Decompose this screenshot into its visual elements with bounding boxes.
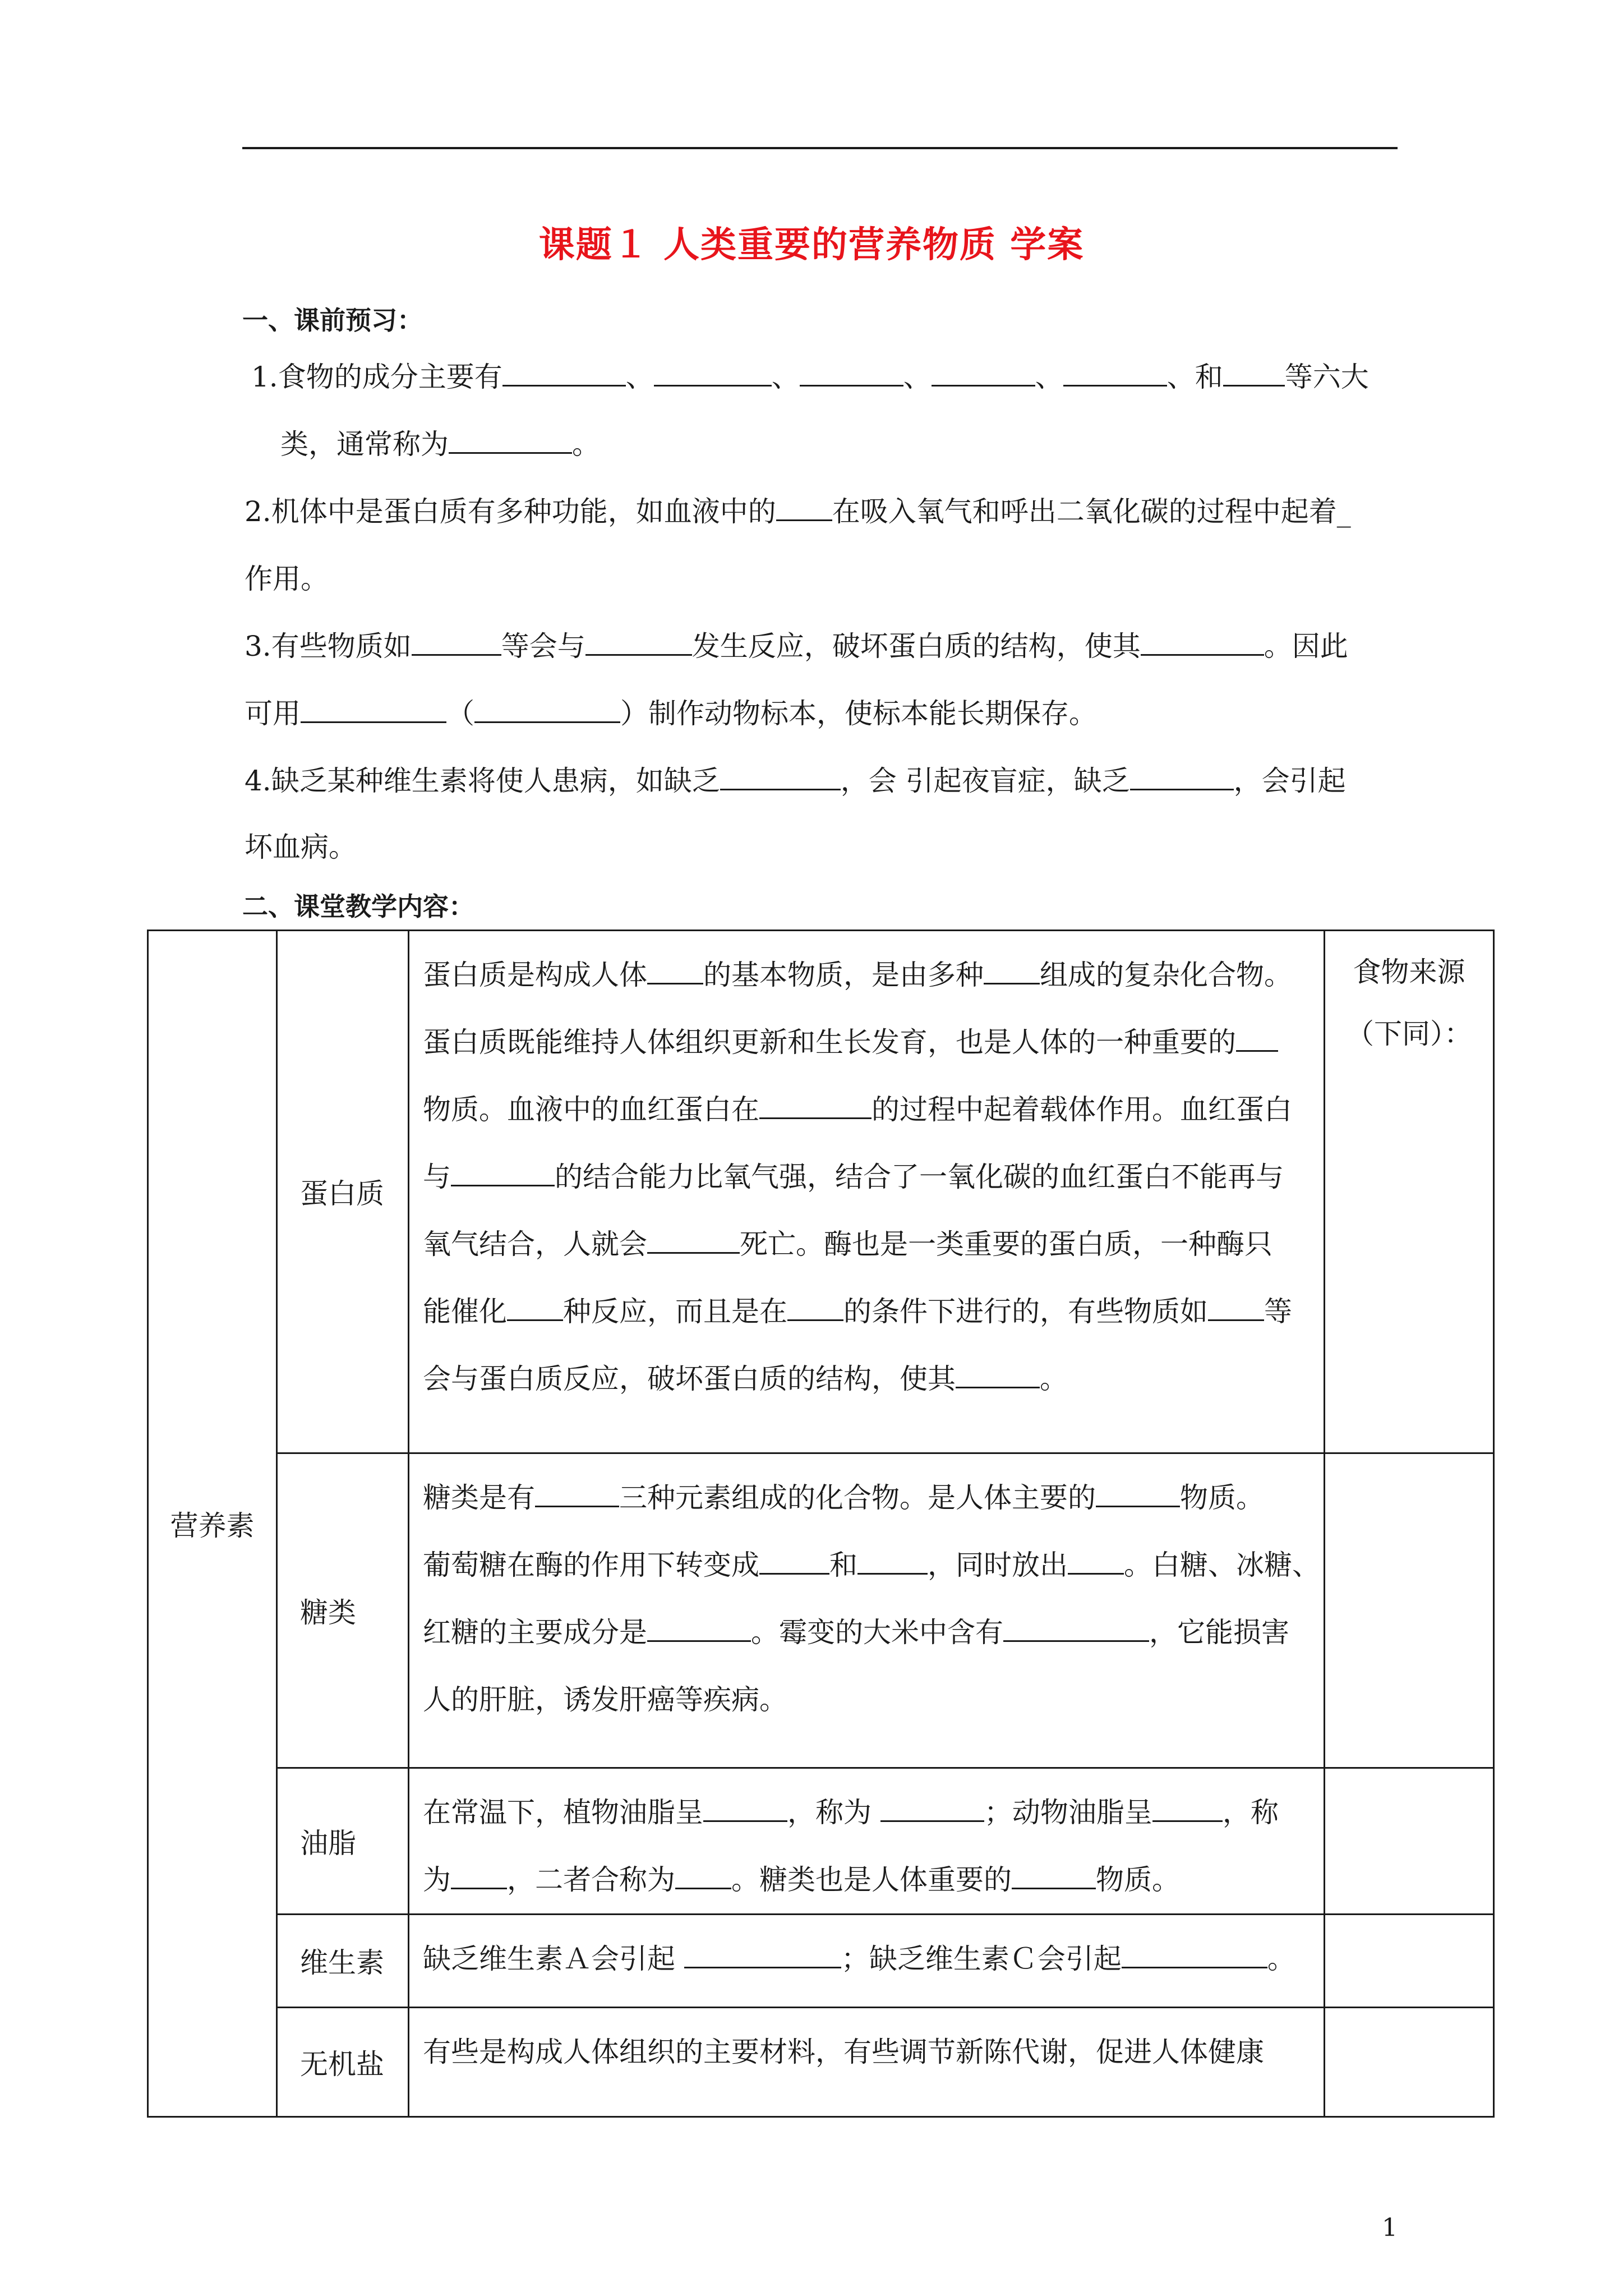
blank[interactable] <box>1063 359 1167 386</box>
blank[interactable] <box>502 359 626 386</box>
source-cell-mineral <box>1325 2007 1494 2116</box>
table-row <box>148 1768 1494 1914</box>
question-2-line-1: 2.机体中是蛋白质有多种功能，如血液中的 在吸入氧气和呼出二氧化碳的过程中起着_ <box>245 494 1351 530</box>
blank[interactable] <box>984 957 1040 984</box>
source-cell-fat <box>1325 1768 1494 1914</box>
row-name-vitamin: 维生素 <box>277 1915 409 2007</box>
row-name-mineral: 无机盐 <box>277 2007 409 2116</box>
table-row <box>148 1915 1494 2007</box>
table-row <box>148 931 1494 1453</box>
page-number: 1 <box>1382 2214 1398 2242</box>
blank[interactable] <box>776 494 832 521</box>
blank[interactable] <box>1130 763 1234 790</box>
question-3-line-1: 3.有些物质如 等会与 发生反应，破坏蛋白质的结构，使其 。因此 <box>245 628 1348 664</box>
question-4-line-1: 4.缺乏某种维生素将使人患病，如缺乏 ，会 引起夜盲症，缺乏 ，会引起 <box>245 763 1346 799</box>
blank[interactable] <box>301 696 446 723</box>
question-1-line-1: 1.食物的成分主要有 、 、 、 、 、和 等六大 <box>251 359 1369 395</box>
blank[interactable] <box>647 1614 751 1642</box>
blank[interactable] <box>880 1795 984 1822</box>
blank[interactable] <box>535 1480 619 1507</box>
blank[interactable] <box>1141 628 1264 656</box>
blank[interactable] <box>684 1941 841 1968</box>
blank[interactable] <box>449 426 572 454</box>
blank[interactable] <box>703 1795 787 1822</box>
blank[interactable] <box>654 359 772 386</box>
question-3-line-2: 可用 （ ）制作动物标本，使标本能长期保存。 <box>245 696 1097 731</box>
blank[interactable] <box>1208 1294 1264 1321</box>
blank[interactable] <box>956 1361 1040 1388</box>
blank[interactable] <box>1223 359 1285 386</box>
blank[interactable] <box>759 1547 829 1575</box>
blank[interactable] <box>412 628 501 656</box>
table-row <box>148 1453 1494 1768</box>
content-vitamin: 缺乏维生素Ａ会引起 ；缺乏维生素Ｃ会引起 。 <box>409 1915 1325 2007</box>
blank[interactable] <box>647 1226 740 1254</box>
header-rule <box>242 147 1398 149</box>
blank[interactable] <box>1012 1862 1096 1889</box>
source-cell-sugar <box>1325 1453 1494 1768</box>
blank[interactable] <box>451 1159 555 1186</box>
blank[interactable] <box>1122 1941 1267 1968</box>
row-name-protein: 蛋白质 <box>277 931 409 1453</box>
blank[interactable] <box>932 359 1035 386</box>
page-title: 课题１ 人类重要的营养物质 学案 <box>538 224 1085 266</box>
blank[interactable] <box>1096 1480 1180 1507</box>
blank[interactable] <box>507 1294 563 1321</box>
category-cell: 营养素 <box>148 931 277 2117</box>
section-heading-preview: 一、课前预习： <box>242 305 423 335</box>
nutrient-table <box>147 930 1495 2118</box>
question-4-line-2: 坏血病。 <box>245 831 357 863</box>
blank[interactable] <box>1003 1614 1149 1642</box>
content-mineral: 有些是构成人体组织的主要材料，有些调节新陈代谢，促进人体健康 <box>409 2007 1325 2116</box>
content-protein: 蛋白质是构成人体 的基本物质，是由多种 组成的复杂化合物。 蛋白质既能维持人体组织更新和生长发育，也是人体的一种重要的 物质。血液中的血红蛋白在 的过程中起着载体作用。血红蛋白 与 的结合能力比氧气强，结合了一氧化碳的血红蛋白不能再与 氧气结合，人就会 死亡。酶也是一类重要的蛋白质，一种酶只 能催化 种反应，而且是在 的条件下进行的，有些物质如 等 会与蛋白质反应，破坏蛋白质的结构，使其 。 <box>409 931 1325 1453</box>
blank[interactable] <box>857 1547 928 1575</box>
row-name-sugar: 糖类 <box>277 1453 409 1768</box>
blank[interactable] <box>474 696 620 723</box>
source-header-cell <box>1325 931 1494 1453</box>
blank[interactable] <box>800 359 903 386</box>
blank[interactable] <box>451 1862 507 1889</box>
blank[interactable] <box>1068 1547 1124 1575</box>
section-heading-classroom: 二、课堂教学内容： <box>242 891 474 922</box>
blank[interactable] <box>675 1862 731 1889</box>
blank[interactable] <box>759 1092 872 1119</box>
blank[interactable] <box>787 1294 843 1321</box>
source-header: 食物来源（下同）： <box>1346 956 1472 1050</box>
blank[interactable] <box>647 957 703 984</box>
question-1-line-2: 类，通常称为 。 <box>280 426 600 462</box>
blank[interactable] <box>1236 1024 1278 1052</box>
content-fat: 在常温下，植物油脂呈 ，称为 ；动物油脂呈 ，称 为 ，二者合称为 。糖类也是人体重要的 物质。 <box>409 1768 1325 1914</box>
table-row <box>148 2007 1494 2116</box>
blank[interactable] <box>1152 1795 1223 1822</box>
blank[interactable] <box>720 763 841 790</box>
blank[interactable] <box>585 628 692 656</box>
row-name-fat: 油脂 <box>277 1768 409 1914</box>
source-cell-vitamin <box>1325 1915 1494 2007</box>
content-sugar: 糖类是有 三种元素组成的化合物。是人体主要的 物质。 葡萄糖在酶的作用下转变成 和 ，同时放出 。白糖、冰糖、 红糖的主要成分是 。霉变的大米中含有 ，它能损害 人的肝脏，诱发肝癌等疾病。 <box>409 1453 1325 1768</box>
question-2-line-2: 作用。 <box>245 563 329 595</box>
